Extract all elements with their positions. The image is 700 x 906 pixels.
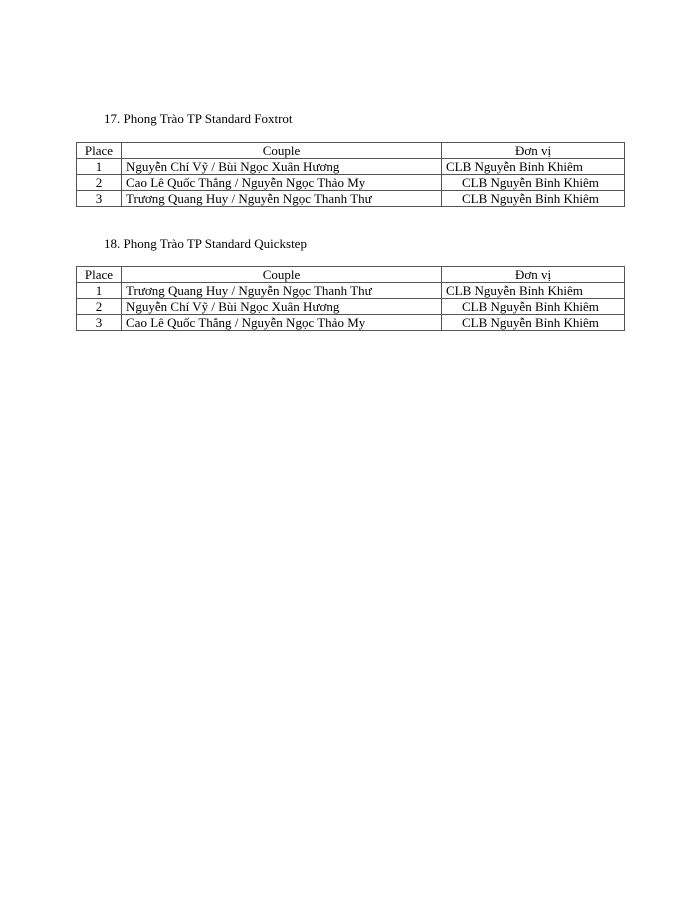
unit-cell: CLB Nguyễn Bỉnh Khiêm [442,159,625,175]
place-cell: 2 [77,299,122,315]
place-cell: 3 [77,191,122,207]
table-row [77,159,625,175]
couple-cell: Cao Lê Quốc Thắng / Nguyễn Ngọc Thảo My [122,175,442,191]
couple-cell: Cao Lê Quốc Thắng / Nguyễn Ngọc Thảo My [122,315,442,331]
unit-cell: CLB Nguyễn Bỉnh Khiêm [442,299,625,315]
place-cell: 2 [77,175,122,191]
header-couple: Couple [122,143,442,159]
table-row [77,191,625,207]
table-header-row [77,267,625,283]
table-row [77,315,625,331]
couple-cell: Trương Quang Huy / Nguyễn Ngọc Thanh Thư [122,283,442,299]
unit-cell: CLB Nguyễn Bỉnh Khiêm [442,283,625,299]
unit-cell: CLB Nguyễn Bỉnh Khiêm [442,175,625,191]
header-unit: Đơn vị [442,143,625,159]
table-row [77,283,625,299]
header-place: Place [77,143,122,159]
couple-cell: Nguyễn Chí Vỹ / Bùi Ngọc Xuân Hương [122,299,442,315]
table-row [77,299,625,315]
header-couple: Couple [122,267,442,283]
section-title-foxtrot: 17. Phong Trào TP Standard Foxtrot [104,111,293,126]
table-header-row [77,143,625,159]
couple-cell: Trương Quang Huy / Nguyễn Ngọc Thanh Thư [122,191,442,207]
couple-cell: Nguyễn Chí Vỹ / Bùi Ngọc Xuân Hương [122,159,442,175]
place-cell: 1 [77,283,122,299]
section-title-quickstep: 18. Phong Trào TP Standard Quickstep [104,236,307,251]
unit-cell: CLB Nguyễn Bỉnh Khiêm [442,315,625,331]
header-unit: Đơn vị [442,267,625,283]
results-table-quickstep [76,266,625,331]
place-cell: 3 [77,315,122,331]
table-row [77,175,625,191]
unit-cell: CLB Nguyễn Bỉnh Khiêm [442,191,625,207]
header-place: Place [77,267,122,283]
place-cell: 1 [77,159,122,175]
results-table-foxtrot [76,142,625,207]
